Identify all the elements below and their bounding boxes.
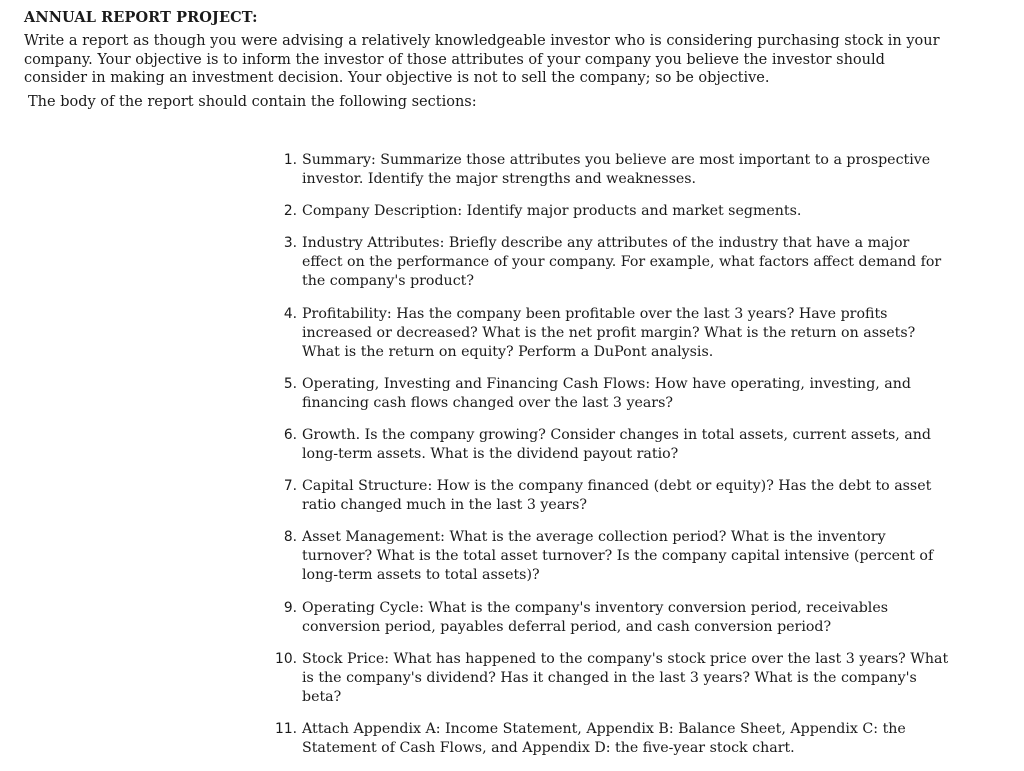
list-item bbox=[274, 151, 954, 189]
document-title: ANNUAL REPORT PROJECT: bbox=[24, 9, 258, 26]
sections-list bbox=[274, 151, 954, 771]
list-item bbox=[274, 528, 954, 585]
list-item bbox=[274, 305, 954, 362]
item-number: 3. bbox=[283, 235, 297, 252]
item-number: 9. bbox=[283, 599, 297, 616]
list-item bbox=[274, 202, 954, 221]
item-text: Industry Attributes: Briefly describe any attributes of the industry that have a major effect on the performance of your company. For example, what factors affect demand for the company's product? bbox=[302, 235, 942, 290]
item-number: 1. bbox=[283, 152, 297, 168]
sections-intro: The body of the report should contain the following sections: bbox=[28, 94, 477, 110]
item-number: 6. bbox=[283, 426, 297, 443]
list-item bbox=[274, 477, 954, 515]
item-text: Asset Management: What is the average collection period? What is the inventory turnover? What is the total asset turnover? Is the company capital intensive (percent of long-term assets to total assets)? bbox=[302, 529, 934, 584]
item-text: Stock Price: What has happened to the company's stock price over the last 3 years? What is the company's dividend? Has it changed in the last 3 years? What is the company's beta? bbox=[302, 650, 949, 705]
item-text: Operating, Investing and Financing Cash Flows: How have operating, investing, and financing cash flows changed over the last 3 years? bbox=[302, 375, 911, 411]
list-item bbox=[274, 234, 954, 291]
list-item bbox=[274, 375, 954, 413]
item-number: 5. bbox=[283, 375, 297, 392]
item-number: 4. bbox=[283, 305, 297, 322]
intro-paragraph: Write a report as though you were advising a relatively knowledgeable investor who is considering purchasing stock in your company. Your objective is to inform the investor of those attributes of your company you believe the investor should consider in making an investment decision. Your objective is not to sell the company; so be objective. bbox=[24, 33, 940, 87]
item-number: 8. bbox=[283, 529, 297, 546]
item-text: Growth. Is the company growing? Consider changes in total assets, current assets, and long-term assets. What is the dividend payout ratio? bbox=[302, 426, 931, 462]
item-text: Capital Structure: How is the company financed (debt or equity)? Has the debt to asset ratio changed much in the last 3 years? bbox=[302, 478, 932, 514]
item-number: 11. bbox=[275, 720, 297, 737]
item-text: Operating Cycle: What is the company's inventory conversion period, receivables conversion period, payables deferral period, and cash conversion period? bbox=[302, 599, 889, 635]
list-item bbox=[274, 426, 954, 464]
item-text: Profitability: Has the company been profitable over the last 3 years? Have profits increased or decreased? What is the net profit margin? What is the return on assets? What is the return on equity? Perform a DuPont analysis. bbox=[302, 305, 916, 360]
list-item bbox=[274, 599, 954, 637]
list-item bbox=[274, 720, 954, 758]
item-number: 7. bbox=[283, 478, 297, 495]
item-number: 2. bbox=[283, 203, 297, 220]
item-text: Summary: Summarize those attributes you believe are most important to a prospective investor. Identify the major strengths and weaknesses. bbox=[302, 152, 931, 187]
item-number: 10. bbox=[275, 650, 297, 667]
item-text: Company Description: Identify major products and market segments. bbox=[302, 203, 802, 220]
list-item bbox=[274, 650, 954, 707]
item-text: Attach Appendix A: Income Statement, Appendix B: Balance Sheet, Appendix C: the Statement of Cash Flows, and Appendix D: the five-year stock chart. bbox=[302, 720, 906, 756]
